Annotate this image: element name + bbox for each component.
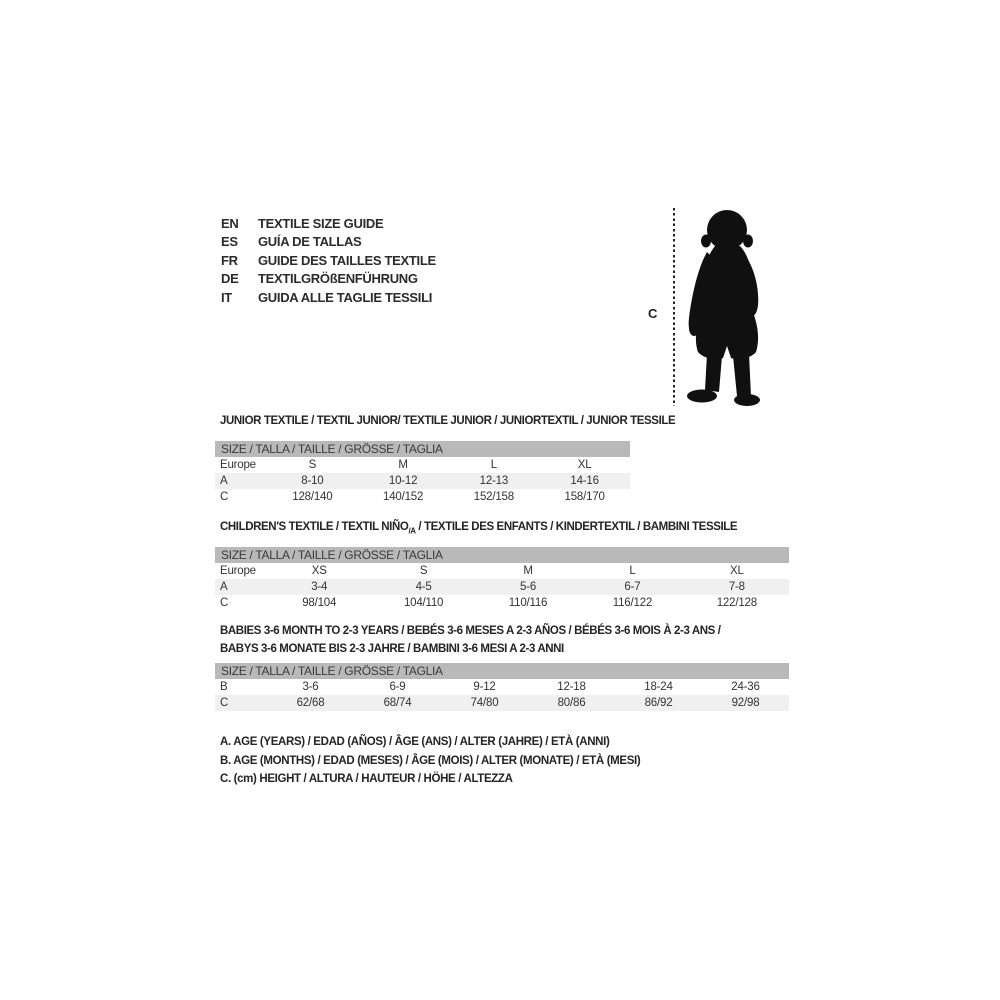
- table-cell: 12-13: [479, 475, 509, 487]
- table-cell: 62/68: [296, 697, 325, 709]
- table-cell: 3-4: [311, 581, 328, 594]
- table-cell: 18-24: [644, 681, 673, 693]
- table-cell: XL: [729, 565, 744, 578]
- table-cell: 152/158: [473, 491, 514, 503]
- table-cell: L: [490, 459, 497, 471]
- language-list: [221, 215, 436, 307]
- table-row: [215, 579, 789, 595]
- junior-textile-table: [215, 414, 676, 505]
- language-code: IT: [221, 289, 232, 305]
- row-label: C: [220, 697, 229, 709]
- table-cell: XL: [577, 459, 592, 471]
- table-row: [215, 563, 789, 579]
- table-cell: 5-6: [520, 581, 537, 594]
- row-label: A: [220, 475, 228, 487]
- table-cell: 104/110: [403, 597, 444, 610]
- language-label: GUIDE DES TAILLES TEXTILE: [258, 252, 436, 268]
- table-cell: 8-10: [301, 475, 324, 487]
- table-row: [215, 679, 789, 695]
- table-cell: 4-5: [415, 581, 432, 594]
- list-item: [221, 215, 436, 233]
- table-cell: 98/104: [302, 597, 337, 610]
- row-label: Europe: [220, 565, 256, 578]
- title-line-2: BABYS 3-6 MONATE BIS 2-3 JAHRE / BAMBINI 3-6 MESI A 2-3 ANNI: [220, 643, 564, 655]
- language-code: FR: [221, 252, 238, 268]
- size-header-bar: SIZE / TALLA / TAILLE / GRÖSSE / TAGLIA: [215, 441, 630, 457]
- table-cell: M: [523, 565, 533, 578]
- title-text: CHILDREN'S TEXTILE / TEXTIL NIÑO: [220, 521, 409, 533]
- table-row: [215, 489, 630, 505]
- table-cell: 122/128: [716, 597, 757, 610]
- table-cell: 14-16: [570, 475, 599, 487]
- childrens-textile-table: [215, 520, 789, 611]
- table-title: [215, 520, 789, 538]
- row-label: B: [220, 681, 228, 693]
- table-cell: 92/98: [731, 697, 760, 709]
- table-cell: S: [308, 459, 317, 471]
- table-cell: 68/74: [383, 697, 412, 709]
- row-label: C: [220, 491, 229, 503]
- table-cell: 7-8: [728, 581, 745, 594]
- table-title: [215, 622, 789, 658]
- table-cell: 6-7: [624, 581, 641, 594]
- row-label: C: [220, 597, 229, 610]
- table-title: JUNIOR TEXTILE / TEXTIL JUNIOR/ TEXTILE JUNIOR / JUNIORTEXTIL / JUNIOR TESSILE: [220, 415, 676, 427]
- table-cell: 9-12: [473, 681, 496, 693]
- height-marker-label: C: [648, 306, 658, 321]
- table-cell: M: [398, 459, 408, 471]
- title-line-1: BABIES 3-6 MONTH TO 2-3 YEARS / BEBÉS 3-6 MESES A 2-3 AÑOS / BÉBÉS 3-6 MOIS À 2-3 ANS /: [220, 625, 721, 637]
- language-code: ES: [221, 234, 238, 250]
- language-code: DE: [221, 271, 239, 287]
- list-item: [221, 289, 436, 307]
- table-cell: L: [629, 565, 636, 578]
- table-cell: S: [419, 565, 428, 578]
- table-cell: 80/86: [557, 697, 586, 709]
- legend-line-b: B. AGE (MONTHS) / EDAD (MESES) / ÂGE (MOIS) / ALTER (MONATE) / ETÀ (MESI): [220, 754, 641, 767]
- table-cell: 3-6: [302, 681, 319, 693]
- table-cell: 110/116: [508, 597, 548, 610]
- language-label: GUÍA DE TALLAS: [258, 234, 362, 250]
- language-label: TEXTILGRÖßENFÜHRUNG: [258, 271, 418, 287]
- list-item: [221, 252, 436, 270]
- table-cell: 12-18: [557, 681, 586, 693]
- size-header-bar: SIZE / TALLA / TAILLE / GRÖSSE / TAGLIA: [215, 547, 789, 563]
- language-code: EN: [221, 216, 239, 231]
- title-text: / TEXTILE DES ENFANTS / KINDERTEXTIL / BAMBINI TESSILE: [415, 521, 738, 533]
- list-item: [221, 270, 436, 288]
- row-label: A: [220, 581, 228, 594]
- row-label: Europe: [220, 459, 256, 471]
- table-cell: 158/170: [564, 491, 605, 503]
- toddler-silhouette-image: [685, 206, 773, 408]
- table-cell: XS: [311, 565, 327, 578]
- table-cell: 6-9: [389, 681, 406, 693]
- list-item: [221, 233, 436, 251]
- legend-line-a: A. AGE (YEARS) / EDAD (AÑOS) / ÂGE (ANS) / ALTER (JAHRE) / ETÀ (ANNI): [220, 736, 610, 748]
- legend-line-c: C. (cm) HEIGHT / ALTURA / HAUTEUR / HÖHE / ALTEZZA: [220, 773, 513, 785]
- legend: [220, 733, 640, 789]
- language-label: TEXTILE SIZE GUIDE: [258, 216, 384, 231]
- language-label: GUIDA ALLE TAGLIE TESSILI: [258, 289, 433, 305]
- table-row: [215, 595, 789, 611]
- table-cell: 10-12: [388, 475, 418, 487]
- table-cell: 24-36: [731, 681, 760, 693]
- table-cell: 86/92: [644, 697, 673, 709]
- table-cell: 140/152: [383, 491, 424, 503]
- table-cell: 128/140: [292, 491, 333, 503]
- table-cell: 74/80: [470, 697, 499, 709]
- title-subscript: /A: [408, 526, 416, 536]
- height-dashed-line: [673, 208, 675, 406]
- table-row: [215, 695, 789, 711]
- size-header-bar: SIZE / TALLA / TAILLE / GRÖSSE / TAGLIA: [215, 663, 789, 679]
- table-row: [215, 473, 630, 489]
- babies-textile-table: [215, 622, 789, 711]
- table-row: [215, 457, 630, 473]
- table-cell: 116/122: [612, 597, 653, 610]
